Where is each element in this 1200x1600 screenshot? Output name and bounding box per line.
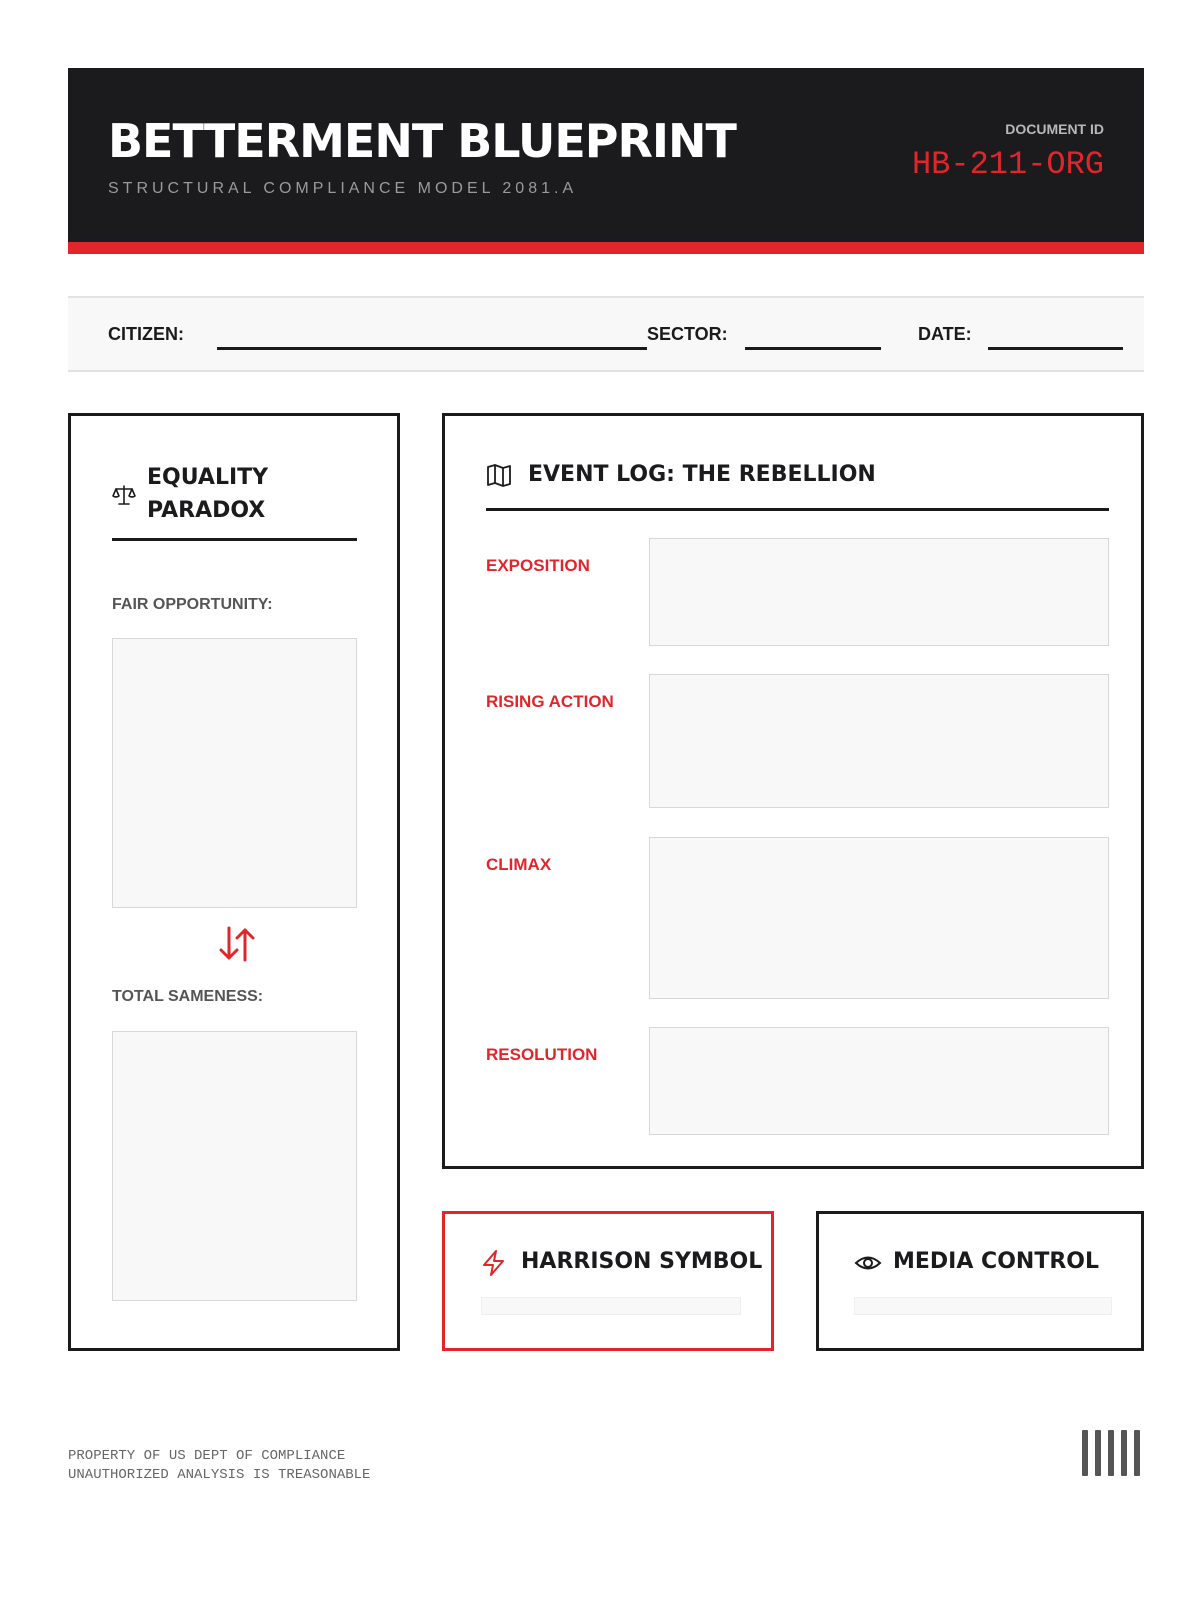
sector-field[interactable] [745,347,881,350]
media-control-panel [816,1211,1144,1351]
harrison-symbol-field[interactable] [481,1297,741,1315]
exposition-box[interactable] [649,538,1109,646]
event-log-panel [442,413,1144,1169]
document-title: BETTERMENT BLUEPRINT [108,114,736,168]
equality-paradox-title [147,461,268,527]
sector-label: SECTOR: [647,324,728,344]
footer-line2: UNAUTHORIZED ANALYSIS IS TREASONABLE [68,1467,371,1483]
media-control-title: MEDIA CONTROL [893,1249,1099,1274]
barcode-icon [1082,1430,1142,1476]
climax-label: CLIMAX [486,855,552,874]
document-header [68,68,1144,254]
scale-icon [112,484,136,506]
climax-box[interactable] [649,837,1109,999]
harrison-symbol-title: HARRISON SYMBOL [521,1249,763,1274]
swap-vertical-arrows-icon [217,924,257,964]
rising-action-box[interactable] [649,674,1109,808]
equality-paradox-panel [68,413,400,1351]
exposition-label: EXPOSITION [486,556,590,575]
media-control-field[interactable] [854,1297,1112,1315]
date-label: DATE: [918,324,972,344]
date-field[interactable] [988,347,1123,350]
resolution-label: RESOLUTION [486,1045,598,1064]
equality-title-rule [112,538,357,541]
footer-notice [68,1447,370,1485]
document-id-label: DOCUMENT ID [1005,121,1104,137]
resolution-box[interactable] [649,1027,1109,1135]
equality-title-line2: PARADOX [147,498,266,523]
event-log-title-rule [486,508,1109,511]
citizen-label: CITIZEN: [108,324,184,344]
footer-line1: PROPERTY OF US DEPT OF COMPLIANCE [68,1448,346,1464]
event-log-title: EVENT LOG: THE REBELLION [528,462,876,487]
document-id-value: HB-211-ORG [911,146,1104,183]
equality-title-line1: EQUALITY [147,465,269,490]
citizen-info-bar [68,296,1144,372]
citizen-field[interactable] [217,347,647,350]
fair-opportunity-label: FAIR OPPORTUNITY: [112,596,273,613]
rising-action-label: RISING ACTION [486,692,614,711]
fair-opportunity-box[interactable] [112,638,357,908]
map-icon [486,463,512,487]
document-subtitle: STRUCTURAL COMPLIANCE MODEL 2081.A [108,180,578,197]
harrison-symbol-panel [442,1211,774,1351]
lightning-bolt-icon [481,1249,507,1277]
total-sameness-box[interactable] [112,1031,357,1301]
eye-icon [854,1252,882,1274]
total-sameness-label: TOTAL SAMENESS: [112,988,264,1005]
